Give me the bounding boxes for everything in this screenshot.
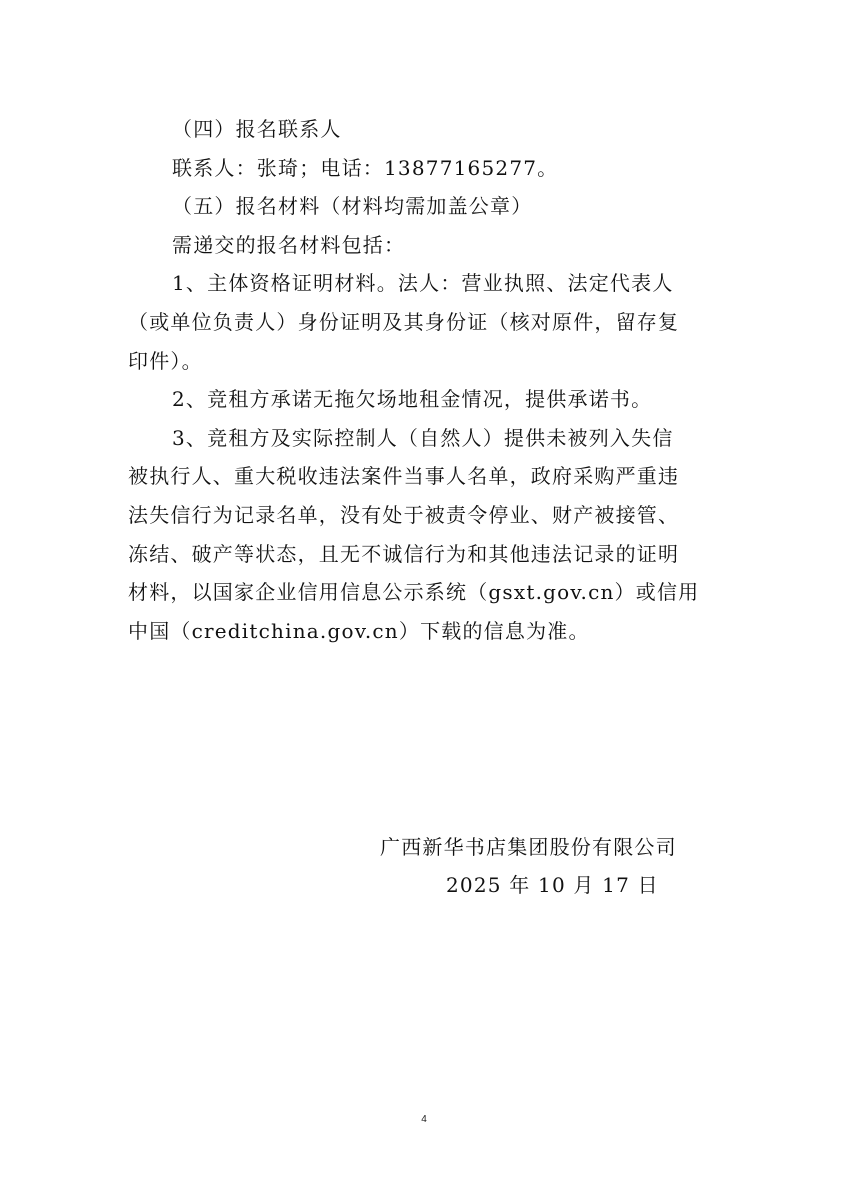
contact-line: 联系人：张琦；电话：13877165277。	[172, 155, 559, 180]
item-3-line-2: 被执行人、重大税收违法案件当事人名单，政府采购严重违	[128, 464, 680, 489]
item-1-line-2: （或单位负责人）身份证明及其身份证（核对原件，留存复	[128, 309, 680, 334]
signature-date: 2025 年 10 月 17 日	[446, 873, 659, 897]
item-1-line-1: 1、主体资格证明材料。法人：营业执照、法定代表人	[172, 271, 674, 296]
item-3-line-6: 中国（creditchina.gov.cn）下载的信息为准。	[128, 618, 590, 643]
document-body	[128, 110, 720, 650]
section-heading-contact: （四）报名联系人	[172, 117, 342, 141]
section-heading-materials: （五）报名材料（材料均需加盖公章）	[172, 194, 533, 219]
item-1-line-3: 印件）。	[128, 348, 203, 373]
materials-intro: 需递交的报名材料包括：	[172, 232, 406, 257]
item-3-line-4: 冻结、破产等状态，且无不诚信行为和其他违法记录的证明	[128, 541, 680, 566]
item-3-line-5: 材料，以国家企业信用信息公示系统（gsxt.gov.cn）或信用	[128, 580, 700, 605]
item-2-line-1: 2、竞租方承诺无拖欠场地租金情况，提供承诺书。	[172, 387, 653, 412]
signature-block	[380, 828, 710, 904]
item-3-line-3: 法失信行为记录名单，没有处于被责令停业、财产被接管、	[128, 502, 680, 527]
signature-company: 广西新华书店集团股份有限公司	[380, 835, 677, 859]
page-number: 4	[421, 1114, 427, 1125]
item-3-line-1: 3、竞租方及实际控制人（自然人）提供未被列入失信	[172, 425, 674, 450]
